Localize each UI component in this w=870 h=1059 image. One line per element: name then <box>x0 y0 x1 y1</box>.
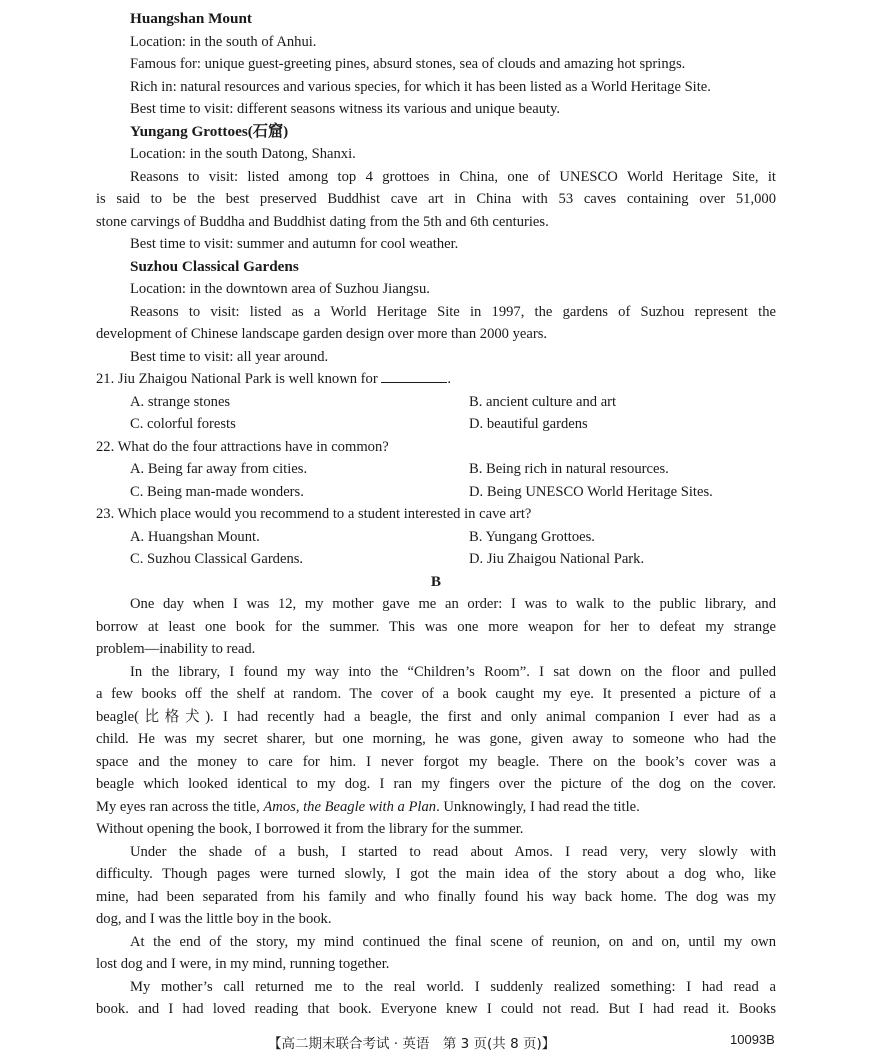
p2-title-line <box>96 796 776 819</box>
option-21-d: D. beautiful gardens <box>469 416 588 432</box>
suzhou-reasons-line-1: Reasons to visit: listed as a World Heritage Site in 1997, the gardens of Suzhou represent the <box>130 303 776 320</box>
yungang-best: Best time to visit: summer and autumn for cool weather. <box>130 236 459 252</box>
option-22-c: C. Being man-made wonders. <box>130 483 304 500</box>
p2-line: child. He was my secret sharer, but one morning, he was gone, given away to someone who had the <box>96 731 776 747</box>
p1-line: borrow at least one book for the summer. This was one more weapon for her to defeat my strange <box>96 618 776 635</box>
option-22-a: A. Being far away from cities. <box>130 461 308 477</box>
option-23-c: C. Suzhou Classical Gardens. <box>130 551 304 567</box>
p3-line: Under the shade of a bush, I started to read about Amos. I read very, very slowly with <box>130 843 776 860</box>
section-title-yungang: Yungang Grottoes(石窟) <box>130 122 289 140</box>
p2-line: beagle(比格犬). I had recently had a beagle, the first and only animal companion I ever had as a <box>96 708 776 725</box>
yungang-location: Location: in the south Datong, Shanxi. <box>130 146 356 162</box>
suzhou-best: Best time to visit: all year around. <box>130 348 329 365</box>
p1-line: problem—inability to read. <box>96 641 256 657</box>
question-22-options <box>96 458 776 503</box>
question-23-options <box>96 526 776 571</box>
p2-line: Without opening the book, I borrowed it from the library for the summer. <box>96 821 524 837</box>
question-21-stem-end: . <box>447 371 452 387</box>
p3-line: dog, and I was the little boy in the book. <box>96 911 332 927</box>
p5-line: My mother’s call returned me to the real world. I suddenly realized something: I had read a <box>130 978 776 995</box>
option-21-a: A. strange stones <box>130 393 231 410</box>
question-21-stem: 21. Jiu Zhaigou National Park is well known for <box>96 371 378 387</box>
question-23 <box>96 503 776 526</box>
footer-exam-info: 【高二期末联合考试 · 英语 第 3 页(共 8 页)】 <box>268 1036 556 1052</box>
question-23-stem: 23. Which place would you recommend to a student interested in cave art? <box>96 506 532 522</box>
section-title-huangshan: Huangshan Mount <box>130 10 252 27</box>
huangshan-best: Best time to visit: different seasons witness its various and unique beauty. <box>130 101 561 117</box>
p2-line: In the library, I found my way into the “Children’s Room”. I sat down on the floor and pulled <box>130 663 776 680</box>
p1-line: One day when I was 12, my mother gave me an order: I was to walk to the public library, and <box>130 596 776 612</box>
book-title: Amos, the Beagle with a Plan <box>263 798 437 815</box>
option-21-b: B. ancient culture and art <box>469 393 617 410</box>
exam-page <box>96 8 776 1021</box>
huangshan-famous: Famous for: unique guest-greeting pines, absurd stones, sea of clouds and amazing hot springs. <box>130 56 686 72</box>
p2-title-before: My eyes ran across the title, <box>96 798 260 815</box>
part-b-heading: B <box>430 572 442 590</box>
p2-line: space and the money to care for him. I never forgot my beagle. There on the book’s cover was a <box>96 753 776 770</box>
option-23-d: D. Jiu Zhaigou National Park. <box>469 551 645 567</box>
section-title-suzhou: Suzhou Classical Gardens <box>130 257 299 275</box>
p3-line: mine, had been separated from his family and who finally found his way back home. The dog was my <box>96 888 776 905</box>
suzhou-reasons-line-2: development of Chinese landscape garden design over more than 2000 years. <box>96 326 548 342</box>
suzhou-location: Location: in the downtown area of Suzhou Jiangsu. <box>130 281 430 297</box>
huangshan-location: Location: in the south of Anhui. <box>130 33 317 50</box>
answer-blank <box>381 368 447 383</box>
p5-line: book. and I had loved reading that book. Everyone knew I could not read. But I had read it. Books <box>96 1001 776 1017</box>
option-21-c: C. colorful forests <box>130 416 236 432</box>
yungang-reasons-line-3: stone carvings of Buddha and Buddhist dating from the 5th and 6th centuries. <box>96 213 549 230</box>
option-23-a: A. Huangshan Mount. <box>130 528 260 545</box>
option-22-b: B. Being rich in natural resources. <box>469 461 669 477</box>
yungang-reasons-line-1: Reasons to visit: listed among top 4 grottoes in China, one of UNESCO World Heritage Site, it <box>130 168 776 185</box>
p3-line: difficulty. Though pages were turned slowly, I got the main idea of the story about a dog who, like <box>96 866 776 882</box>
p2-line: beagle which looked identical to my dog. I ran my fingers over the picture of the dog on the cover. <box>96 776 776 792</box>
huangshan-rich: Rich in: natural resources and various species, for which it has been listed as a World Heritage Site. <box>130 78 711 95</box>
question-21-options <box>96 391 776 436</box>
p2-title-after: . Unknowingly, I had read the title. <box>436 798 640 815</box>
p4-line: lost dog and I were, in my mind, running together. <box>96 956 390 972</box>
yungang-reasons-line-2: is said to be the best preserved Buddhist cave art in China with 53 caves containing over 51,000 <box>96 191 776 207</box>
footer-code: 10093B <box>730 1032 775 1047</box>
question-21 <box>96 368 776 391</box>
option-22-d: D. Being UNESCO World Heritage Sites. <box>469 483 713 500</box>
question-22-stem: 22. What do the four attractions have in common? <box>96 438 389 455</box>
p2-line: a few books off the shelf at random. The cover of a book caught my eye. It presented a picture of a <box>96 686 776 702</box>
option-23-b: B. Yungang Grottoes. <box>469 528 595 545</box>
question-22 <box>96 436 776 459</box>
p4-line: At the end of the story, my mind continued the final scene of reunion, on and on, until my own <box>130 933 776 950</box>
